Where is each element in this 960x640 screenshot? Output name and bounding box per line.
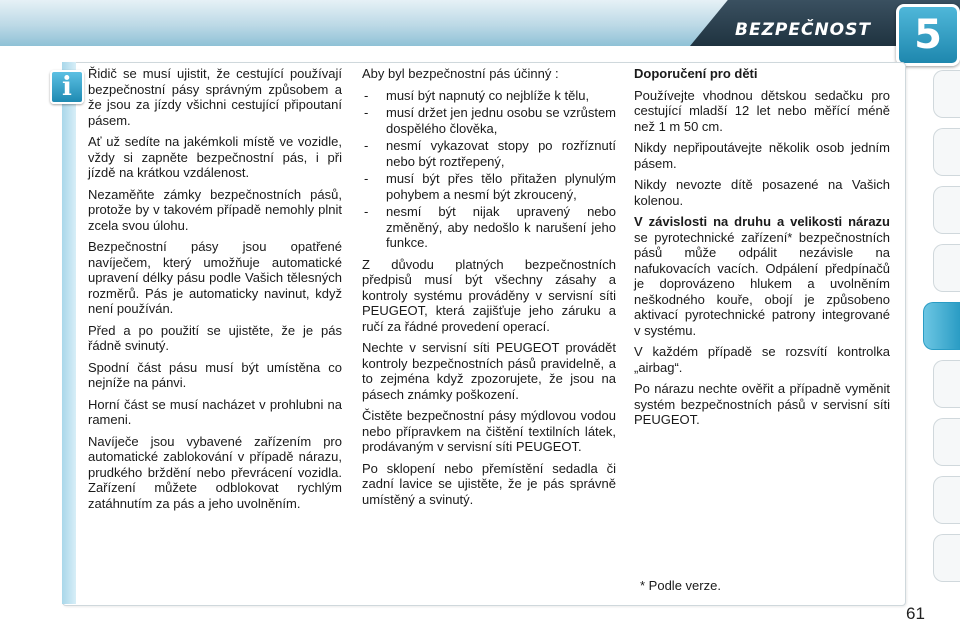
footnote: * Podle verze. — [640, 578, 721, 593]
side-tab-6[interactable] — [933, 360, 960, 408]
chapter-title: BEZPEČNOST — [735, 20, 871, 40]
paragraph: V každém případě se rozsvítí kontrolka „airbag“. — [634, 344, 890, 375]
paragraph: Řidič se musí ujistit, že cestující používají bezpečnostní pásy správným způsobem a že jsou za jízdy všichni cestující připoutaní pásem. — [88, 66, 342, 128]
paragraph: Nikdy nepřipoutávejte několik osob jedním pásem. — [634, 140, 890, 171]
side-tab-5-active[interactable] — [923, 302, 960, 350]
paragraph: Bezpečnostní pásy jsou opatřené navíječem, který umožňuje automatické upravení délky pásu podle Vašich tělesných rozměrů. Pás je automaticky navinut, když není používán. — [88, 239, 342, 316]
paragraph-pyrotechnic — [634, 214, 890, 338]
side-tab-2[interactable] — [933, 128, 960, 176]
paragraph-rest: se pyrotechnické zařízení* bezpečnostních pásů může odpálit nezávisle na nafukovacích vacích. Odpálení předpínačů je doprovázeno hlukem a uvolněním neškodného kouře, obojí je způsobeno aktivací pyrotechnické patrony integrované v systému. — [634, 229, 890, 338]
column-2 — [362, 66, 616, 513]
info-icon: i — [50, 70, 84, 104]
chapter-number-badge: 5 — [896, 4, 960, 66]
paragraph: Spodní část pásu musí být umístěna co nejníže na pánvi. — [88, 359, 342, 390]
paragraph: Navíječe jsou vybavené zařízením pro automatické zablokování v případě nárazu, prudkého brždění nebo převrácení vozidla. Zařízení můžete odblokovat rychlým zatáhnutím za pás a jeho uvolněním. — [88, 433, 342, 511]
side-tab-1[interactable] — [933, 70, 960, 118]
paragraph: Před a po použití se ujistěte, že je pás řádně svinutý. — [88, 322, 342, 353]
paragraph: Čistěte bezpečnostní pásy mýdlovou vodou nebo přípravkem na čištění textilních látek, prodávaným v servisní síti PEUGEOT. — [362, 408, 616, 454]
side-tab-7[interactable] — [933, 418, 960, 466]
paragraph: Nechte v servisní síti PEUGEOT provádět kontroly bezpečnostních pásů pravidelně, a to zejména když zpozorujete, že jsou na pásech známky poškození. — [362, 340, 616, 402]
bold-lead: V závislosti na druhu a velikosti nárazu — [634, 214, 890, 229]
requirements-list — [362, 88, 616, 251]
paragraph: Ať už sedíte na jakémkoli místě ve vozidle, vždy si zapněte bezpečnostní pás, i při jízdě na krátkou vzdálenost. — [88, 134, 342, 180]
section-heading: Doporučení pro děti — [634, 66, 758, 81]
paragraph: Po nárazu nechte ověřit a případně vyměnit systém bezpečnostních pásů v servisní síti PEUGEOT. — [634, 381, 890, 427]
side-tab-4[interactable] — [933, 244, 960, 292]
side-tab-strip — [926, 70, 960, 610]
side-tab-8[interactable] — [933, 476, 960, 524]
list-item: - nesmí vykazovat stopy po rozřízn​utí nebo být roztřepený, — [362, 138, 616, 169]
column-1 — [88, 66, 342, 517]
paragraph: Po sklopení nebo přemístění sedadla či zadní lavice se ujistěte, že je pás správně umístěný a svinutý. — [362, 460, 616, 507]
paragraph: Nezaměňte zámky bezpečnostních pásů, protože by v takovém případě nemohly plnit zcela svou úlohu. — [88, 186, 342, 233]
panel-accent-strip — [62, 62, 76, 604]
paragraph: Z důvodu platných bezpečnostních předpisů musí být všechny zásahy a kontroly systému prováděny v servisní síti PEUGEOT, která zajišťuje jeho záruku a ručí za řádné provedení operací. — [362, 256, 616, 334]
paragraph: Používejte vhodnou dětskou sedačku pro cestující mladší 12 let nebo měřící méně než 1 m 50 cm. — [634, 87, 890, 134]
paragraph: Nikdy nevozte dítě posazené na Vašich kolenou. — [634, 177, 890, 208]
list-item: - nesmí být nijak upravený nebo změněný, aby nedošlo k narušení jeho funkce. — [362, 204, 616, 251]
list-item: - musí být napnutý co nejblíže k tělu, — [362, 88, 616, 104]
paragraph: Horní část se musí nacházet v prohlubni na rameni. — [88, 396, 342, 427]
list-item: - musí držet jen jednu osobu se vzrůstem dospělého člověka, — [362, 105, 616, 136]
side-tab-3[interactable] — [933, 186, 960, 234]
page-number: 61 — [906, 604, 925, 623]
list-item: - musí být přes tělo přitažen plynulým pohybem a nesmí být zkroucený, — [362, 171, 616, 202]
column-3 — [634, 66, 890, 434]
side-tab-9[interactable] — [933, 534, 960, 582]
list-intro: Aby byl bezpečnostní pás účinný : — [362, 66, 559, 81]
